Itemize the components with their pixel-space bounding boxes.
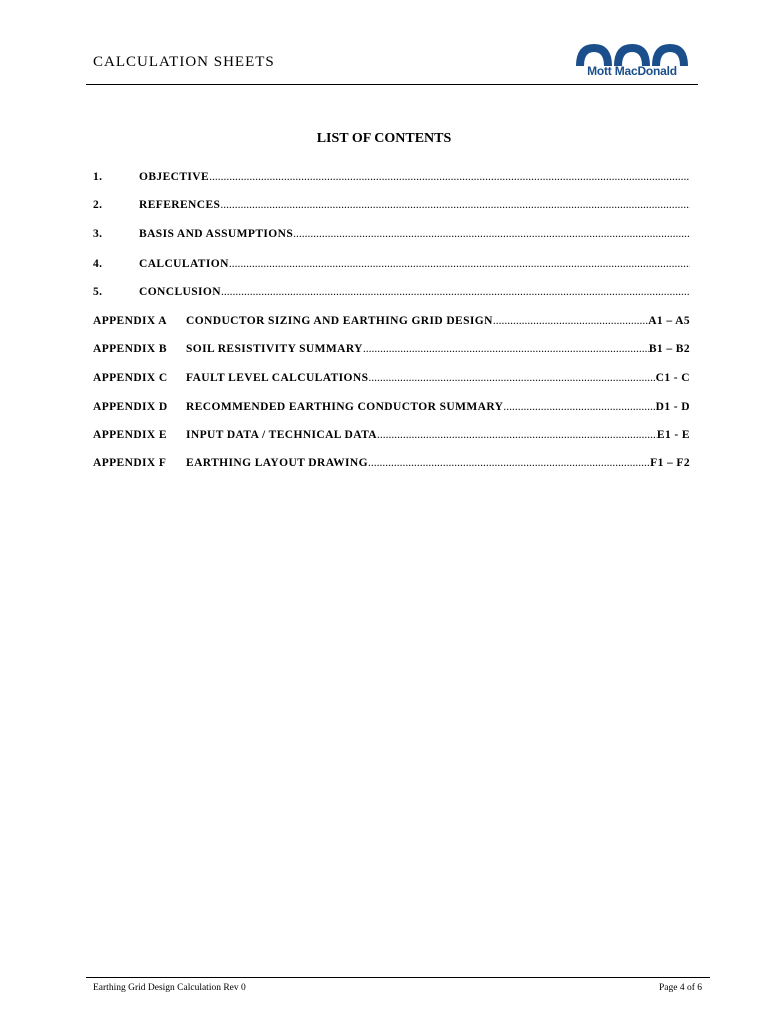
- toc-appendix-title: INPUT DATA / TECHNICAL DATA: [186, 429, 377, 441]
- toc-appendix-row[interactable]: [93, 343, 690, 359]
- footer-page-number: Page 4 of 6: [658, 983, 702, 993]
- toc-appendix-label: APPENDIX C: [93, 372, 168, 384]
- toc-appendix-row[interactable]: [93, 457, 690, 473]
- toc-leader-dots: [363, 343, 649, 355]
- toc-appendix-pages: F1 – F2: [650, 457, 690, 469]
- toc-appendix-title: EARTHING LAYOUT DRAWING: [186, 457, 368, 469]
- toc-appendix-label: APPENDIX F: [93, 457, 167, 469]
- toc-section-number: 3.: [93, 228, 103, 240]
- company-logo: [572, 42, 692, 82]
- toc-leader-dots: [221, 286, 690, 298]
- footer-document-title: Earthing Grid Design Calculation Rev 0: [93, 983, 246, 993]
- logo-text: Mott MacDonald: [587, 64, 677, 78]
- toc-leader-dots: [293, 228, 690, 240]
- toc-appendix-row[interactable]: [93, 429, 690, 445]
- toc-section-number: 5.: [93, 286, 103, 298]
- toc-section-number: 4.: [93, 258, 103, 270]
- toc-section-number: 1.: [93, 171, 103, 183]
- toc-appendix-label: APPENDIX A: [93, 315, 167, 327]
- logo-arcs-icon: [574, 42, 690, 66]
- toc-appendix-row[interactable]: [93, 372, 690, 388]
- toc-section-title: BASIS AND ASSUMPTIONS: [139, 228, 294, 240]
- toc-appendix-pages: D1 - D: [655, 401, 690, 413]
- toc-row[interactable]: [93, 228, 690, 244]
- toc-leader-dots: [368, 457, 650, 469]
- toc-appendix-title: RECOMMENDED EARTHING CONDUCTOR SUMMARY: [186, 401, 504, 413]
- toc-row[interactable]: [93, 199, 690, 215]
- toc-appendix-title: SOIL RESISTIVITY SUMMARY: [186, 343, 363, 355]
- toc-leader-dots: [220, 199, 690, 211]
- toc-section-number: 2.: [93, 199, 103, 211]
- toc-appendix-pages: E1 - E: [656, 429, 690, 441]
- toc-section-title: OBJECTIVE: [139, 171, 210, 183]
- toc-appendix-row[interactable]: [93, 401, 690, 417]
- toc-appendix-pages: B1 – B2: [648, 343, 690, 355]
- toc-row[interactable]: [93, 171, 690, 187]
- toc-leader-dots: [493, 315, 648, 327]
- header-title: CALCULATION SHEETS: [93, 54, 275, 70]
- toc-appendix-title: CONDUCTOR SIZING AND EARTHING GRID DESIGN: [186, 315, 493, 327]
- toc-appendix-title: FAULT LEVEL CALCULATIONS: [186, 372, 369, 384]
- toc-section-title: CONCLUSION: [139, 286, 221, 298]
- toc-leader-dots: [503, 401, 655, 413]
- toc-leader-dots: [377, 429, 657, 441]
- footer-rule: [86, 977, 710, 978]
- toc-section-title: CALCULATION: [139, 258, 229, 270]
- toc-leader-dots: [368, 372, 655, 384]
- toc-leader-dots: [229, 258, 690, 270]
- toc-appendix-label: APPENDIX E: [93, 429, 167, 441]
- header-rule: [86, 84, 698, 85]
- toc-appendix-pages: C1 - C: [655, 372, 690, 384]
- toc-appendix-pages: A1 – A5: [648, 315, 690, 327]
- toc-appendix-row[interactable]: [93, 315, 690, 331]
- toc-appendix-label: APPENDIX B: [93, 343, 167, 355]
- toc-row[interactable]: [93, 286, 690, 302]
- toc-row[interactable]: [93, 258, 690, 274]
- toc-section-title: REFERENCES: [139, 199, 221, 211]
- toc-leader-dots: [209, 171, 690, 183]
- toc-heading: LIST OF CONTENTS: [316, 131, 452, 146]
- toc-appendix-label: APPENDIX D: [93, 401, 168, 413]
